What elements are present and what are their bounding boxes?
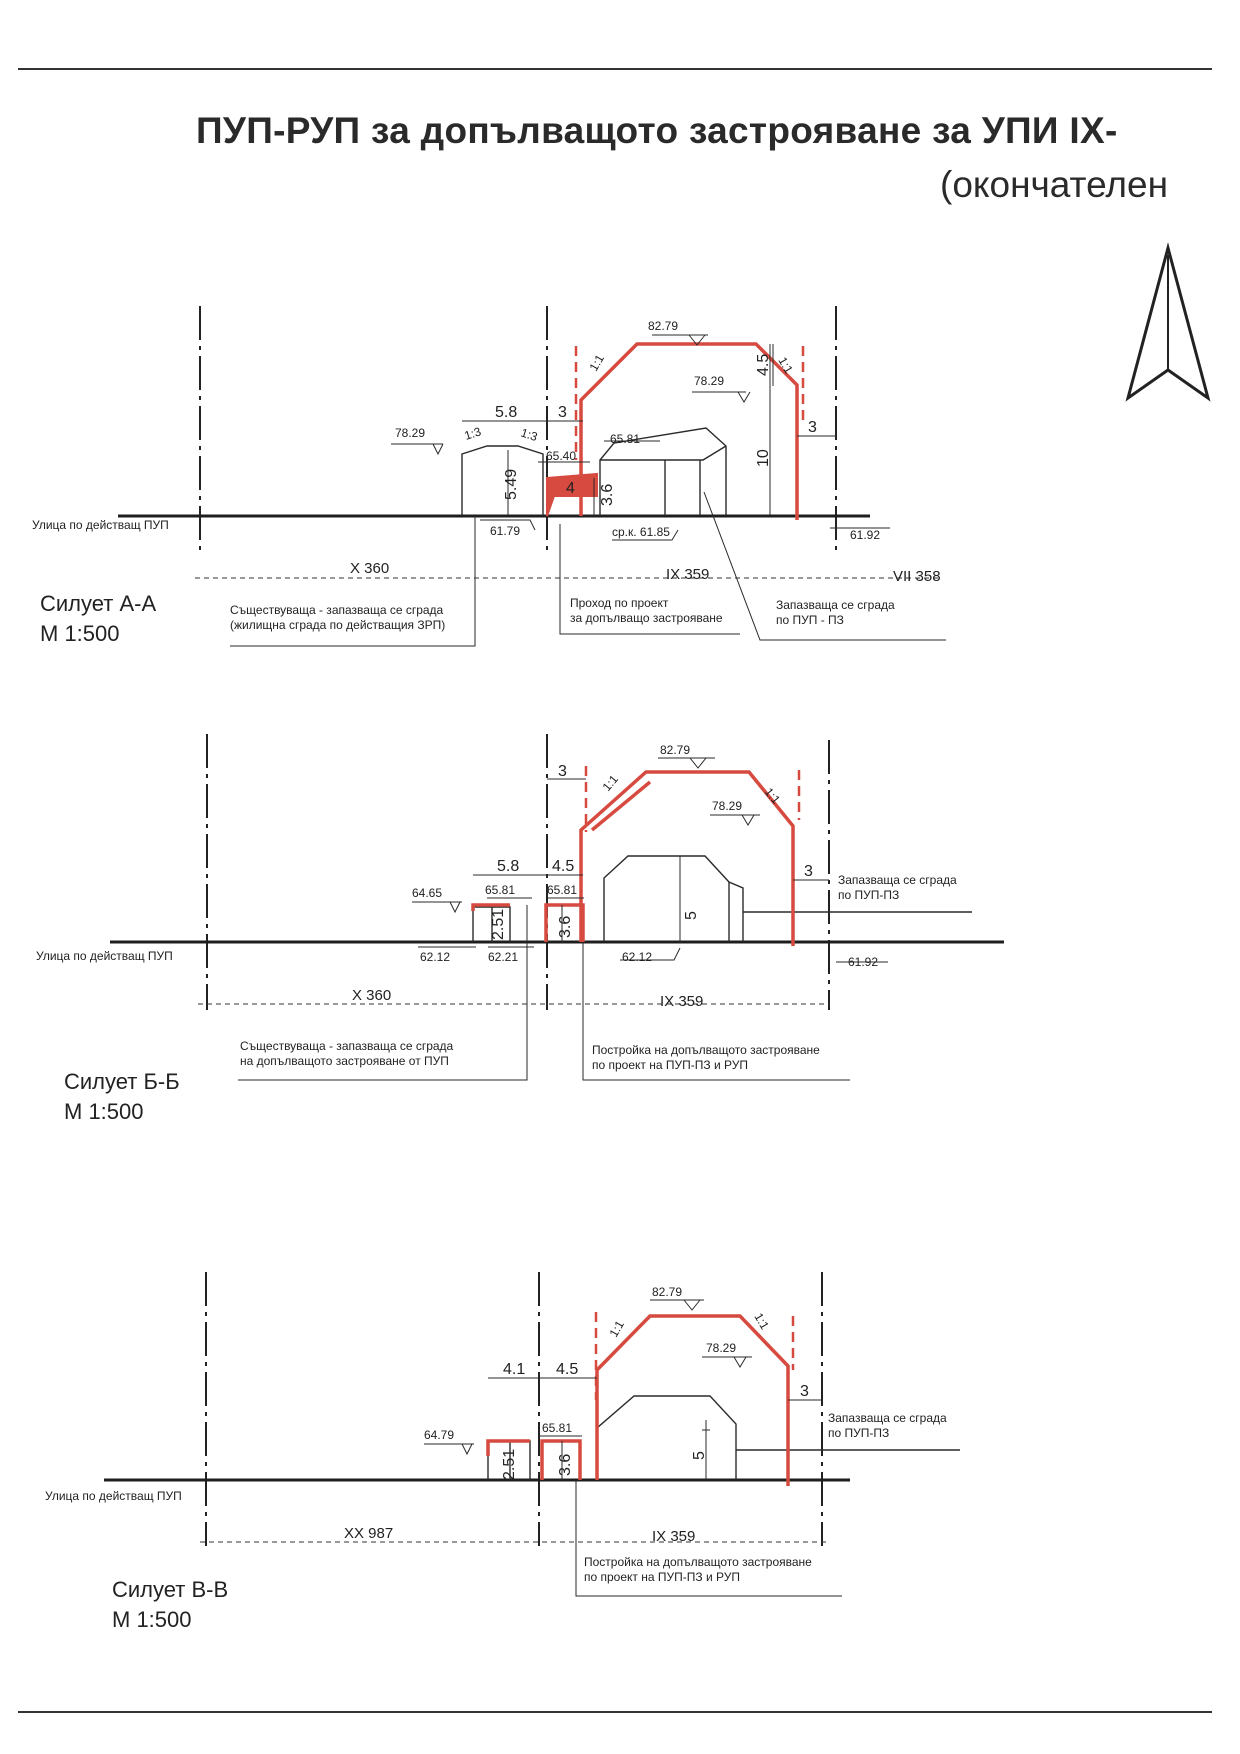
note-b-1: Съществуваща - запазваща се сграда на допълващото застрояване от ПУП [240,1039,454,1068]
note-v-2: Запазваща се сграда по ПУП-ПЗ [828,1411,947,1440]
section-b-b [36,734,1004,1124]
level-b-4: 65.81 [547,883,578,897]
level-a-3: 78.29 [395,426,426,440]
dim-v-5: 2.51 [501,1448,518,1480]
dim-v-6: 3.6 [557,1453,574,1476]
slope-v-1: 1:1 [606,1318,627,1340]
street-label-a: Улица по действащ ПУП [32,518,169,532]
section-title-b: Силует Б-Б [64,1069,180,1094]
dim-a-5: 10 [755,449,772,467]
note-v-1: Постройка на допълващото застрояване по проект на ПУП-ПЗ и РУП [584,1555,812,1584]
slope-a-1: 1:1 [586,352,607,374]
level-a-4: 65.81 [610,432,641,446]
note-a-1: Съществуваща - запазваща се сграда (жилищна сграда по действащия ЗРП) [230,603,446,632]
slope-a-2: 1:1 [775,354,796,376]
section-scale-v: М 1:500 [112,1607,192,1632]
dim-b-5: 5 [683,911,700,920]
level-v-2: 78.29 [706,1341,737,1355]
level-a-6: 61.79 [490,524,521,538]
level-v-4: 64.79 [424,1428,455,1442]
slope-a-3: 1:3 [462,424,483,443]
dim-a-2: 3 [558,404,567,421]
plot-b-2: IX 359 [660,993,704,1010]
level-a-5: 65.40 [546,449,577,463]
section-v-v [45,1272,960,1632]
dim-a-7: 3.6 [599,483,616,506]
dim-a-8: 4 [566,480,575,497]
dim-a-3: 3 [808,419,817,436]
note-a-3: Запазваща се сграда по ПУП - ПЗ [776,598,895,627]
level-b-3: 65.81 [485,883,516,897]
plot-a-2: IX 359 [666,566,710,583]
dim-a-1: 5.8 [495,404,518,421]
level-b-7: 62.21 [488,950,519,964]
page-subtitle: (окончателен [940,164,1169,205]
dim-b-6: 2.51 [490,908,507,940]
dim-b-1: 3 [558,763,567,780]
level-b-5: 64.65 [412,886,443,900]
dim-a-6: 5.49 [503,468,520,500]
dim-a-4: 4.5 [755,353,772,376]
note-b-2: Постройка на допълващото застрояване по проект на ПУП-ПЗ и РУП [592,1043,820,1072]
note-a-2: Проход по проект за допълващо застрояване [570,596,723,625]
section-scale-a: М 1:500 [40,621,120,646]
plot-v-1: XX 987 [344,1525,394,1542]
street-label-v: Улица по действащ ПУП [45,1489,182,1503]
section-scale-b: М 1:500 [64,1099,144,1124]
slope-v-2: 1:1 [751,1310,772,1332]
slope-a-4: 1:3 [519,425,540,445]
level-b-2: 78.29 [712,799,743,813]
level-b-1: 82.79 [660,743,691,757]
level-a-2: 78.29 [694,374,725,388]
note-b-3: Запазваща се сграда по ПУП-ПЗ [838,873,957,902]
north-arrow-icon [1128,248,1208,398]
section-title-a: Силует А-А [40,591,157,616]
dim-b-4: 3 [804,863,813,880]
dim-b-3: 4.5 [552,858,575,875]
plot-a-3: VII 358 [893,568,941,585]
plot-v-2: IX 359 [652,1528,696,1545]
dim-b-7: 3.6 [557,915,574,938]
level-a-8: 61.92 [850,528,881,542]
level-b-6: 62.12 [420,950,451,964]
dim-v-4: 5 [691,1451,708,1460]
dim-v-1: 4.1 [503,1361,526,1378]
dim-b-2: 5.8 [497,858,520,875]
section-title-v: Силует В-В [112,1577,229,1602]
scan-edge [1212,60,1240,1754]
slope-b-1: 1:1 [599,772,622,794]
level-b-8: 62.12 [622,950,653,964]
page-title: ПУП-РУП за допълващото застрояване за УПИ IX- [196,110,1118,151]
dim-v-2: 4.5 [556,1361,579,1378]
dim-v-3: 3 [800,1383,809,1400]
level-b-9: 61.92 [848,955,879,969]
level-v-1: 82.79 [652,1285,683,1299]
plot-b-1: X 360 [352,987,392,1004]
level-a-1: 82.79 [648,319,679,333]
section-a-a [32,306,946,646]
street-label-b: Улица по действащ ПУП [36,949,173,963]
level-v-3: 65.81 [542,1421,573,1435]
level-a-7: ср.к. 61.85 [612,525,670,539]
slope-b-2: 1:1 [761,784,784,807]
plot-a-1: X 360 [350,560,390,577]
